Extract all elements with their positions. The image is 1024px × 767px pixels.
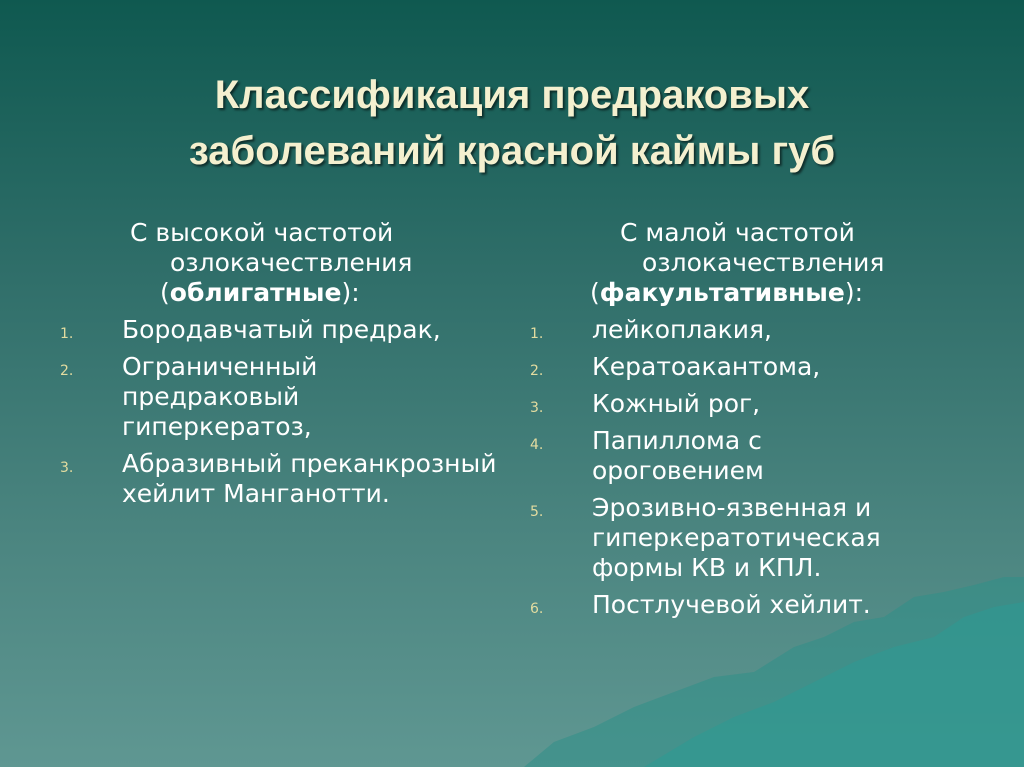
list-text: Бородавчатый предрак,: [122, 315, 441, 344]
left-heading: [60, 218, 500, 308]
list-number: 3.: [60, 460, 74, 476]
list-number: 2.: [60, 363, 74, 379]
right-heading-open: (: [590, 278, 600, 307]
list-text: Абразивный преканкрозный хейлит Манганотти.: [122, 449, 497, 508]
right-heading: [530, 218, 990, 308]
list-number: 1.: [60, 326, 74, 342]
list-item: [530, 315, 990, 345]
list-text: лейкоплакия,: [592, 315, 772, 344]
list-item: [60, 352, 500, 442]
list-item: [530, 590, 990, 620]
list-item: [60, 449, 500, 509]
list-item: [530, 352, 990, 382]
title-line-2: заболеваний красной каймы губ: [188, 128, 836, 173]
list-text: Папиллома с ороговением: [592, 426, 764, 485]
list-text: Кератоакантома,: [592, 352, 821, 381]
list-text: Ограниченный предраковый гиперкератоз,: [122, 352, 318, 441]
list-number: 4.: [530, 437, 544, 453]
left-heading-line-2: озлокачествления: [170, 248, 413, 277]
right-heading-line-1: С малой частотой: [620, 218, 855, 247]
list-number: 5.: [530, 504, 544, 520]
list-item: [530, 426, 990, 486]
list-item: [530, 389, 990, 419]
left-heading-line-3: [60, 278, 500, 308]
slide-title: [0, 67, 1024, 179]
left-heading-close: ):: [341, 278, 360, 307]
left-heading-open: (: [160, 278, 170, 307]
right-heading-line-3: [530, 278, 990, 308]
left-list: [60, 315, 500, 509]
right-list: [530, 315, 990, 620]
list-number: 3.: [530, 400, 544, 416]
list-number: 1.: [530, 326, 544, 342]
list-text: Кожный рог,: [592, 389, 761, 418]
left-heading-line-1: С высокой частотой: [130, 218, 394, 247]
right-heading-line-2: озлокачествления: [642, 248, 885, 277]
list-number: 2.: [530, 363, 544, 379]
right-heading-close: ):: [844, 278, 864, 307]
list-text: Постлучевой хейлит.: [592, 590, 871, 619]
left-heading-bold: облигатные: [169, 278, 342, 307]
right-heading-bold: факультативные: [599, 278, 845, 307]
title-line-1: Классификация предраковых: [214, 72, 810, 117]
left-column: [60, 218, 500, 516]
list-number: 6.: [530, 601, 544, 617]
right-column: [530, 218, 990, 627]
list-item: [60, 315, 500, 345]
list-text: Эрозивно-язвенная и гиперкератотическая формы КВ и КПЛ.: [592, 493, 881, 582]
list-item: [530, 493, 990, 583]
